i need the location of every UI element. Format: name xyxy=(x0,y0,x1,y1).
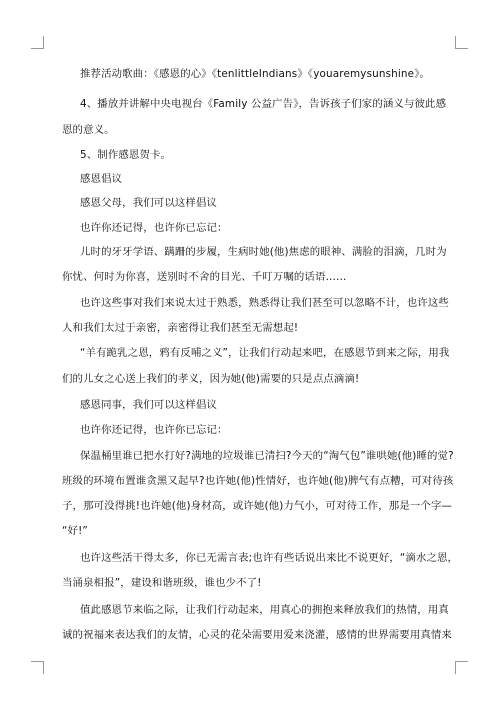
crop-mark-bottom-left xyxy=(31,661,44,674)
paragraph-line: 感恩同事，我们可以这样倡议 xyxy=(80,399,218,411)
paragraph-line: 诚的祝福来表达我们的友情，心灵的花朵需要用爱来浇灌，感情的世界需要用真情来 xyxy=(62,629,452,641)
paragraph-line: “好!” xyxy=(62,525,88,537)
paragraph-line: 也许你还记得，也许你已忘记： xyxy=(80,424,228,436)
paragraph-line: 儿时的牙牙学语、蹒跚的步履，生病时她(他)焦虑的眼神、满脸的泪滴，几时为 xyxy=(80,246,447,258)
crop-mark-top-right xyxy=(455,36,468,49)
paragraph-line: 感恩父母，我们可以这样倡议 xyxy=(80,197,218,209)
paragraph-line: 当涌泉相报”，建设和谐班级，谁也少不了! xyxy=(62,577,262,589)
paragraph-line: 们的儿女之心送上我们的孝义，因为她(他)需要的只是点点滴滴! xyxy=(62,373,360,385)
paragraph-line: 班级的环境布置谁贪黑又起早?也许她(他)性情好，也许她(他)脾气有点糟，可对待孩 xyxy=(62,475,454,487)
paragraph-line: 子，那可没得挑!也许她(他)身材高，或许她(他)力气小，可对待工作，那是一个字— xyxy=(62,500,453,512)
paragraph-line: 5、制作感恩贺卡。 xyxy=(80,149,172,161)
paragraph-line: 感恩倡议 xyxy=(80,173,123,185)
paragraph-line: 人和我们太过于亲密，亲密得让我们甚至无需想起! xyxy=(62,322,299,334)
paragraph-line: 保温桶里谁已把水打好?满地的垃圾谁已清扫?今天的“淘气包”谁哄她(他)睡的觉? xyxy=(80,450,454,462)
paragraph-line: 值此感恩节来临之际，让我们行动起来，用真心的拥抱来释放我们的热情，用真 xyxy=(80,604,449,616)
paragraph-line: 你忧、何时为你喜，送别时不舍的目光、千叮万嘱的话语…… xyxy=(62,271,347,283)
paragraph-line: 也许这些事对我们来说太过于熟悉，熟悉得让我们甚至可以忽略不计，也许这些 xyxy=(80,297,449,309)
paragraph-line: 也许你还记得，也许你已忘记： xyxy=(80,222,228,234)
paragraph-line: 恩的意义。 xyxy=(62,124,115,136)
paragraph-line: 也许这些活干得太多，你已无需言表;也许有些话说出来比不说更好，“滴水之恩， xyxy=(80,552,459,564)
paragraph-line: “羊有跪乳之恩，鸦有反哺之义”，让我们行动起来吧，在感恩节到来之际，用我 xyxy=(80,347,450,359)
crop-mark-bottom-right xyxy=(455,661,468,674)
paragraph-line: 4、播放并讲解中央电视台《Family 公益广告》，告诉孩子们家的涵义与彼此感 xyxy=(80,98,447,110)
crop-mark-top-left xyxy=(31,36,44,49)
paragraph-line: 推荐活动歌曲：《感恩的心》《tenlittleIndians》《youaremysunshine》。 xyxy=(80,68,431,80)
